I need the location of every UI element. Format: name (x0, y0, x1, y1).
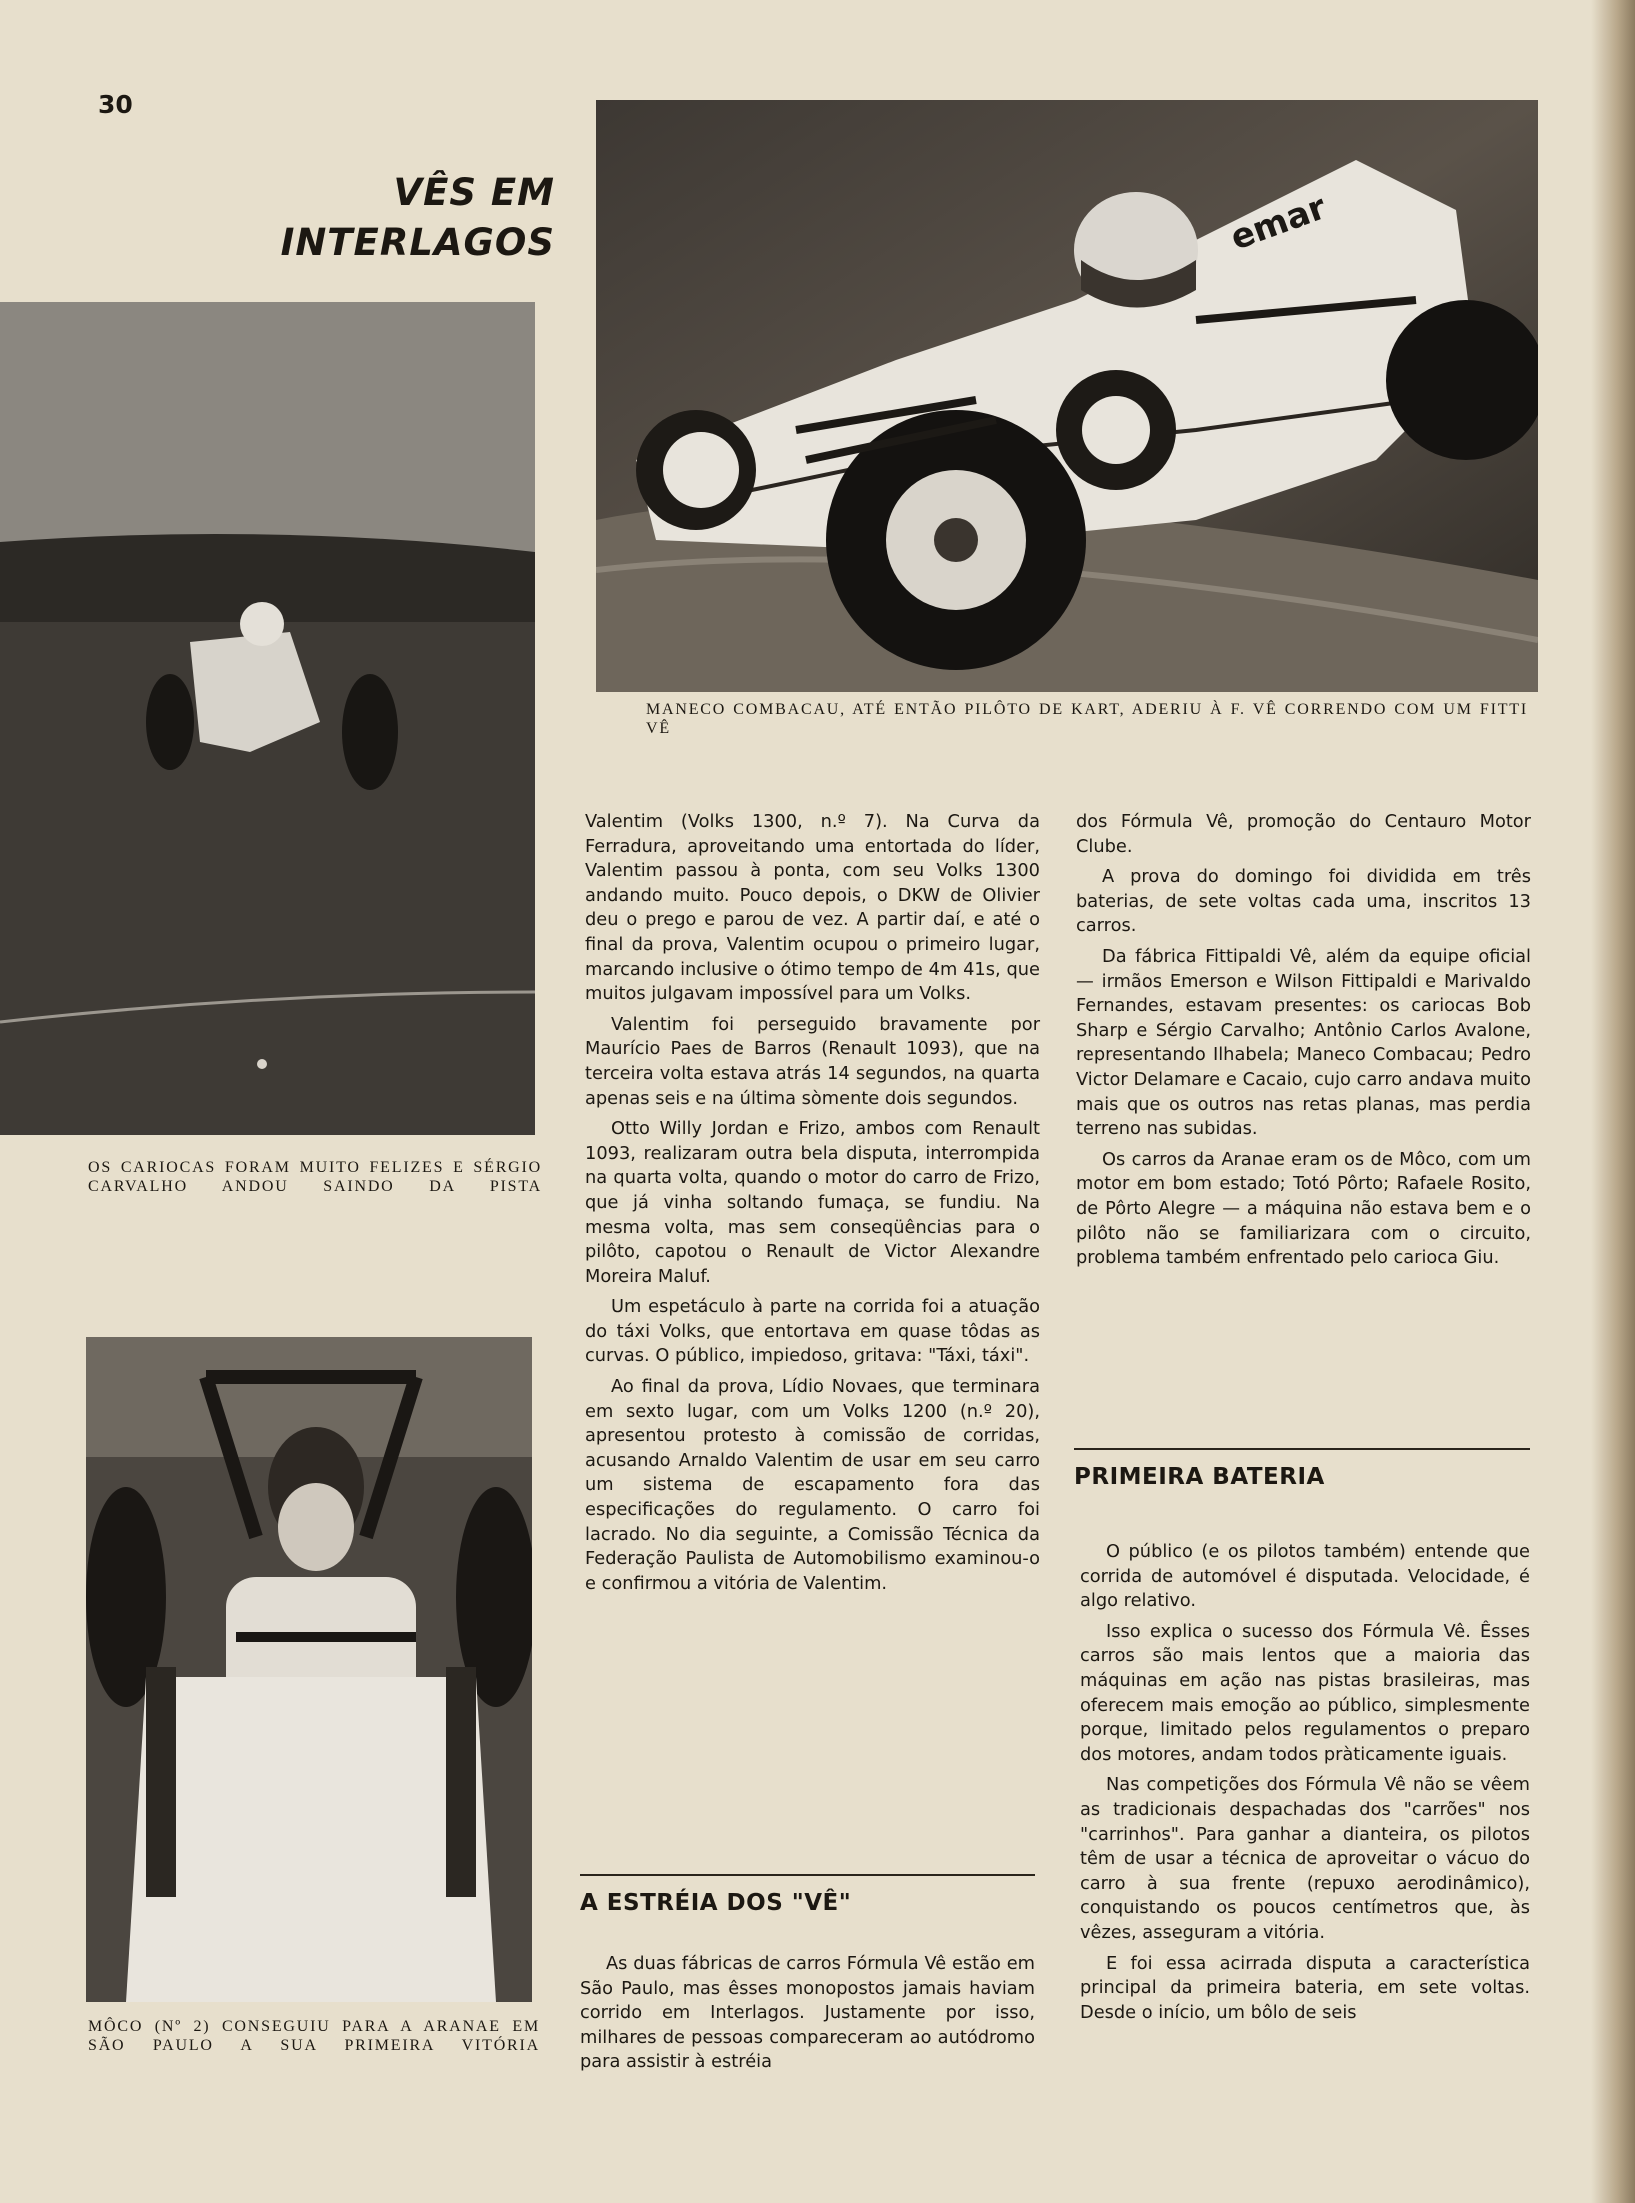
driver-image (86, 1337, 532, 2002)
brand-lettering: emar (1225, 187, 1332, 259)
column-right-section (1080, 1540, 1530, 2031)
headline-line-2: INTERLAGOS (280, 221, 555, 264)
page-number: 30 (98, 90, 133, 119)
caption-top-photo: MANECO COMBACAU, ATÉ ENTÃO PILÔTO DE KART, ADERIU À F. VÊ CORRENDO COM UM FITTI VÊ (646, 701, 1528, 737)
right-paragraph-2: A prova do domingo foi dividida em três baterias, de sete voltas cada uma, inscritos 13 carros. (1076, 866, 1531, 937)
photo-race-car-top (596, 100, 1538, 692)
middle-paragraph-2: Valentim foi perseguido bravamente por Maurício Paes de Barros (Renault 1093), que na terceira volta estava atrás 14 segundos, na quarta apenas seis e na última sòmente dois segundos. (585, 1013, 1040, 1109)
photo-car-on-track (0, 302, 535, 1135)
right-section-paragraph-2: Isso explica o sucesso dos Fórmula Vê. Êsses carros são mais lentos que a maioria das máquinas em ação nas pistas brasileiras, mas oferecem mais emoção ao público, simplesmente porque, limitado pelos regulamentos o preparo dos motores, andam todos pràticamente iguais. (1080, 1620, 1530, 1765)
middle-section-paragraph: As duas fábricas de carros Fórmula Vê estão em São Paulo, mas êsses monopostos jamais haviam corrido em Interlagos. Justamente por isso, milhares de pessoas compareceram ao autódromo para assistir à estréia (580, 1953, 1035, 2073)
section-rule-right (1074, 1448, 1530, 1450)
middle-paragraph-4: Um espetáculo à parte na corrida foi a atuação do táxi Volks, que entortava em quase tôdas as curvas. O público, impiedoso, gritava: "Táxi, táxi". (585, 1296, 1040, 1367)
right-section-paragraph-1: O público (e os pilotos também) entende que corrida de automóvel é disputada. Velocidade, é algo relativo. (1080, 1541, 1530, 1612)
middle-paragraph-1: Valentim (Volks 1300, n.º 7). Na Curva da Ferradura, aproveitando uma entortada do líder, Valentim passou à ponta, com seu Volks 1300 andando muito. Pouco depois, o DKW de Olivier deu o prego e parou de vez. A partir daí, e até o final da prova, Valentim ocupou o primeiro lugar, marcando inclusive o ótimo tempo de 4m 41s, que muitos julgavam impossível para um Volks. (585, 811, 1040, 1005)
caption-left-photo: OS CARIOCAS FORAM MUITO FELIZES E SÉRGIO CARVALHO ANDOU SAINDO DA PISTA (88, 1159, 542, 1195)
middle-paragraph-3: Otto Willy Jordan e Frizo, ambos com Renault 1093, realizaram outra bela disputa, interrompida na quarta volta, quando o motor do carro de Frizo, que já vinha soltando fumaça, se fundiu. Na mesma volta, mas sem conseqüências para o pilôto, capotou o Renault de Victor Alexandre Moreira Maluf. (585, 1118, 1040, 1287)
right-paragraph-1: dos Fórmula Vê, promoção do Centauro Motor Clube. (1076, 811, 1531, 857)
right-section-paragraph-3: Nas competições dos Fórmula Vê não se vêem as tradicionais despachadas dos "carrões" nos "carrinhos". Para ganhar a dianteira, os pilotos têm de usar a técnica de aproveitar o vácuo do carro à sua frente (repuxo aerodinâmico), conquistando os poucos centímetros que, às vêzes, asseguram a vitória. (1080, 1774, 1530, 1943)
page-edge (1591, 0, 1635, 2203)
column-right (1076, 810, 1531, 1277)
track-image (0, 302, 535, 1135)
race-car-image (596, 100, 1538, 692)
right-section-paragraph-4: E foi essa acirrada disputa a característica principal da primeira bateria, em sete voltas. Desde o início, um bôlo de seis (1080, 1952, 1530, 2023)
middle-paragraph-5: Ao final da prova, Lídio Novaes, que terminara em sexto lugar, com um Volks 1200 (n.º 20), apresentou protesto à comissão de corridas, acusando Arnaldo Valentim de usar em seu carro um sistema de escapamento fora das especificações do regulamento. O carro foi lacrado. No dia seguinte, a Comissão Técnica da Federação Paulista de Automobilismo examinou-o e confirmou a vitória de Valentim. (585, 1376, 1040, 1594)
column-middle-section (580, 1952, 1035, 2081)
headline-line-1: VÊS EM (393, 171, 555, 214)
caption-lower-photo: MÔCO (Nº 2) CONSEGUIU PARA A ARANAE EM SÃO PAULO A SUA PRIMEIRA VITÓRIA (88, 2018, 540, 2054)
section-title-estreia: A ESTRÉIA DOS "VÊ" (580, 1890, 852, 1916)
section-title-primeira-bateria: PRIMEIRA BATERIA (1074, 1464, 1325, 1490)
headline (281, 168, 555, 268)
photo-driver-in-car (86, 1337, 532, 2002)
section-rule-middle (580, 1874, 1035, 1876)
right-paragraph-3: Da fábrica Fittipaldi Vê, além da equipe oficial — irmãos Emerson e Wilson Fittipaldi e Marivaldo Fernandes, estavam presentes: os cariocas Bob Sharp e Sérgio Carvalho; Antônio Carlos Avalone, representando Ilhabela; Maneco Combacau; Pedro Victor Delamare e Cacaio, cujo carro andava muito mais que os outros nas retas planas, mas perdia terreno nas subidas. (1076, 945, 1531, 1140)
right-paragraph-4: Os carros da Aranae eram os de Môco, com um motor em bom estado; Totó Pôrto; Rafaele Rosito, de Pôrto Alegre — a máquina não estava bem e o pilôto não se familiarizara com o circuito, problema também enfrentado pelo carioca Giu. (1076, 1148, 1531, 1269)
column-middle (585, 810, 1040, 1602)
